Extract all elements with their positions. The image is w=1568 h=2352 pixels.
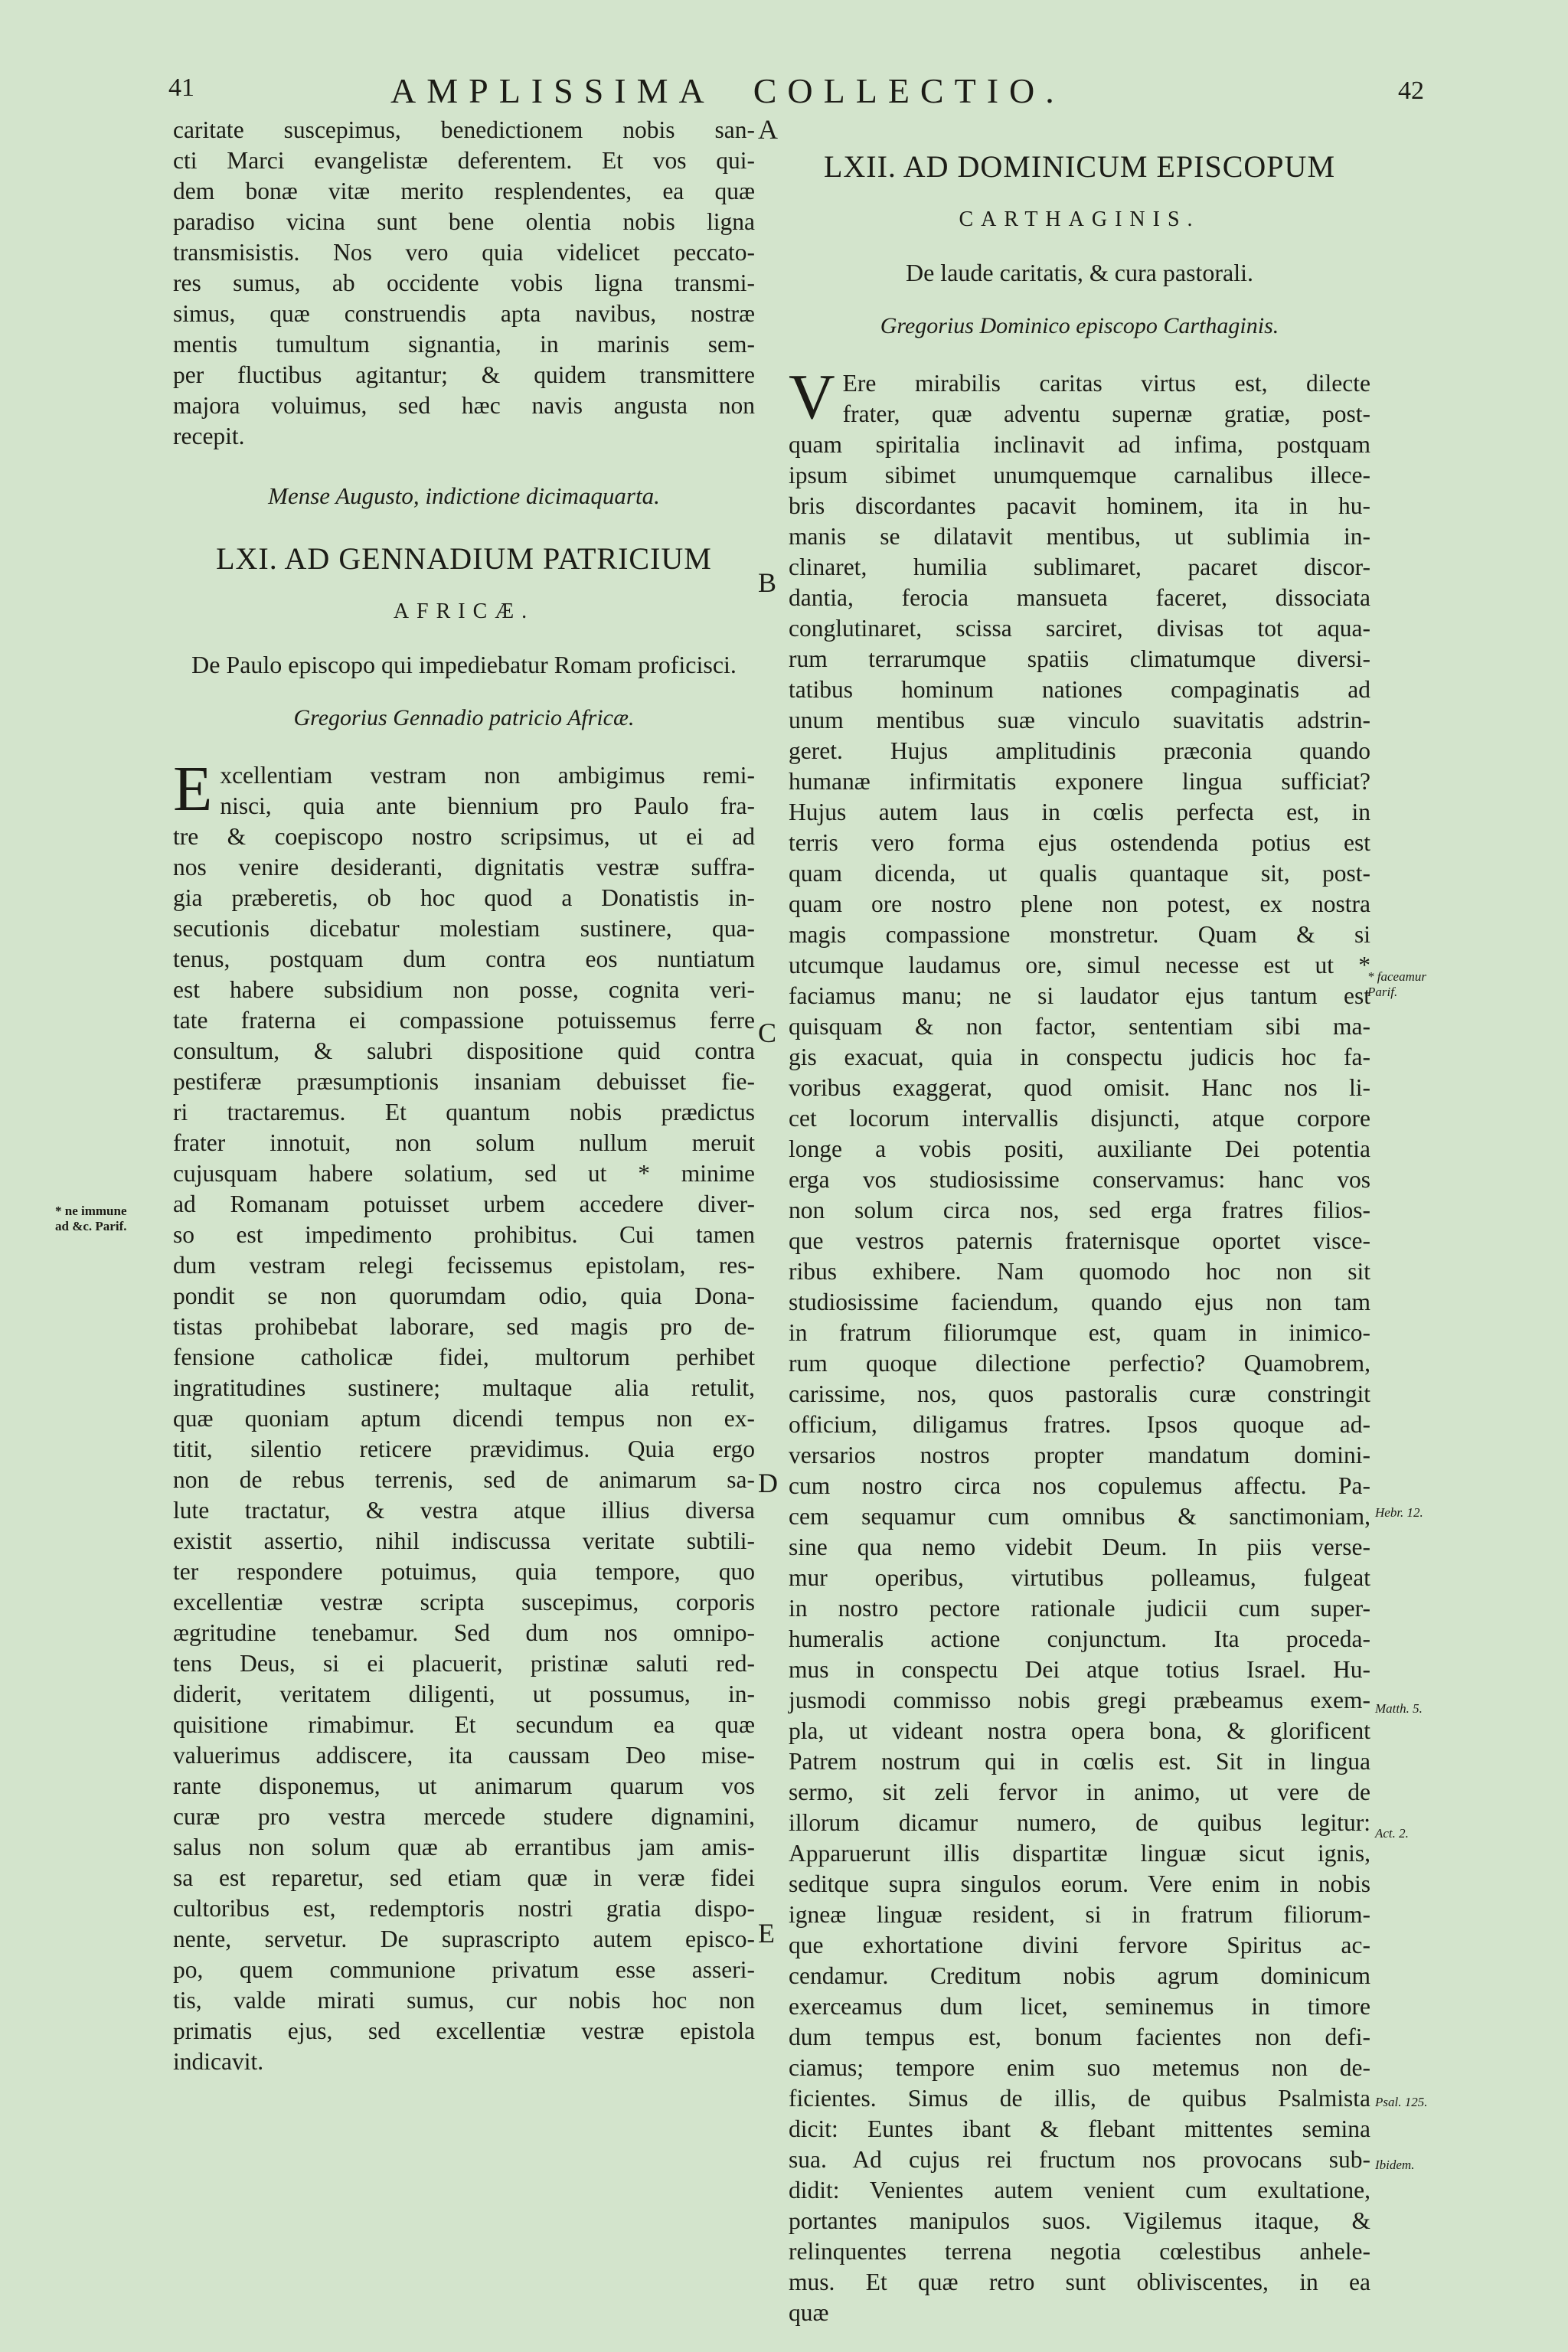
text-line: mus. Et quæ retro sunt obliviscentes, in ea: [789, 2269, 1370, 2295]
text-line: fensione catholicæ fidei, multorum perhibet: [173, 1344, 755, 1370]
text-line: dum vestram relegi fecissemus epistolam, res-: [173, 1252, 755, 1279]
text-line: cet locorum intervallis disjuncti, atque corpore: [789, 1105, 1370, 1132]
previous-epistle-ending: [173, 115, 755, 452]
text-line: ingratitudines sustinere; multaque alia retulit,: [173, 1374, 755, 1401]
text-line: non de rebus terrenis, sed de animarum sa-: [173, 1466, 755, 1493]
text-line: pla, ut videant nostra opera bona, & glorificent: [789, 1717, 1370, 1744]
margin-note-right: Hebr. 12.: [1375, 1505, 1423, 1520]
text-line: cendamur. Creditum nobis agrum dominicum: [789, 1962, 1370, 1989]
text-line: recepit.: [173, 423, 245, 449]
text-line: in nostro pectore rationale judicii cum super-: [789, 1595, 1370, 1622]
text-line: valuerimus addiscere, ita caussam Deo mise-: [173, 1742, 755, 1769]
text-line: gis exacuat, quia in conspectu judicis hoc fa-: [789, 1044, 1370, 1070]
margin-note-left: * ne immune ad &c. Parif.: [55, 1204, 127, 1233]
text-line: primatis ejus, sed excellentiæ vestræ epistola: [173, 2017, 755, 2044]
epistle-62-salutation: Gregorius Dominico episcopo Carthaginis.: [880, 313, 1279, 338]
text-line: tistas prohibebat laborare, sed magis pro de-: [173, 1313, 755, 1340]
text-line: tenus, postquam dum contra eos nuntiatum: [173, 946, 755, 972]
epistle-62-topic: De laude caritatis, & cura pastorali.: [905, 259, 1254, 286]
text-line: longe a vobis positi, auxiliante Dei potentia: [789, 1135, 1370, 1162]
running-head-word-2: COLLECTIO.: [753, 71, 1065, 110]
text-line: dum tempus est, bonum facientes non defi-: [789, 2024, 1370, 2050]
text-line: erga vos studiosissime conservamus: hanc vos: [789, 1166, 1370, 1193]
text-line: unum mentibus suæ vinculo suavitatis adstrin-: [789, 707, 1370, 733]
text-line: voribus exaggerat, quod omisit. Hanc nos li-: [789, 1074, 1370, 1101]
text-line: igneæ linguæ resident, si in fratrum filiorum-: [789, 1901, 1370, 1928]
text-line: paradiso vicina sunt bene olentia nobis ligna: [173, 208, 755, 235]
text-line: frater, quæ adventu supernæ gratiæ, post-: [842, 400, 1370, 427]
text-line: lute tractatur, & vestra atque illius diversa: [173, 1497, 755, 1524]
margin-note-right: Act. 2.: [1375, 1826, 1409, 1841]
text-line: tis, valde mirati sumus, cur nobis hoc non: [173, 1987, 755, 2014]
text-line: rum quoque dilectione perfectio? Quamobrem,: [789, 1350, 1370, 1377]
text-line: titit, silentio reticere prævidimus. Quia ergo: [173, 1436, 755, 1462]
text-line: ad Romanam potuisset urbem accedere diver-: [173, 1191, 755, 1217]
epistle-61-subtitle: AFRICÆ.: [393, 599, 535, 623]
text-line: transmisistis. Nos vero quia videlicet peccato-: [173, 239, 755, 266]
text-line: bris discordantes pacavit hominem, ita in hu-: [789, 492, 1370, 519]
text-line: consultum, & salubri dispositione quid contra: [173, 1037, 755, 1064]
text-line: portantes manipulos suos. Vigilemus itaque, &: [789, 2207, 1370, 2234]
text-line: que exhortatione divini fervore Spiritus ac-: [789, 1932, 1370, 1958]
margin-note-right: Matth. 5.: [1375, 1701, 1423, 1716]
text-line: rum terrarumque spatiis climatumque diversi-: [789, 645, 1370, 672]
text-line: humeralis actione conjunctum. Ita proceda-: [789, 1625, 1370, 1652]
drop-cap: E: [173, 753, 213, 825]
page-number-left: 41: [168, 74, 194, 102]
text-line: clinaret, humilia sublimaret, pacaret discor-: [789, 554, 1370, 580]
text-line: excellentiæ vestræ scripta suscepimus, corporis: [173, 1589, 755, 1615]
text-line: versarios nostros propter mandatum domini-: [789, 1442, 1370, 1468]
text-line: seditque supra singulos eorum. Vere enim in nobis: [789, 1870, 1370, 1897]
text-line: mus in conspectu Dei atque totius Israel. Hu-: [789, 1656, 1370, 1683]
text-line: quisquam & non factor, sententiam sibi ma-: [789, 1013, 1370, 1040]
text-line: jusmodi commisso nobis gregi præbeamus exem-: [789, 1687, 1370, 1713]
text-line: tate fraterna ei compassione potuissemus ferre: [173, 1007, 755, 1034]
text-line: secutionis dicebatur molestiam sustinere, qua-: [173, 915, 755, 942]
text-line: geret. Hujus amplitudinis præconia quando: [789, 737, 1370, 764]
right-column: [789, 115, 1370, 2328]
text-line: tens Deus, si ei placuerit, pristinæ saluti red-: [173, 1650, 755, 1677]
text-line: ipsum sibimet unumquemque carnalibus illece-: [789, 462, 1370, 488]
epistle-61-title: LXI. AD GENNADIUM PATRICIUM: [216, 541, 712, 576]
text-line: cultoribus est, redemptoris nostri gratia dispo-: [173, 1895, 755, 1922]
text-line: est habere subsidium non posse, cognita veri-: [173, 976, 755, 1003]
text-line: curæ pro vestra mercede studere dignamini,: [173, 1803, 755, 1830]
running-head-word-1: AMPLISSIMA: [390, 71, 715, 110]
text-line: ribus exhibere. Nam quomodo hoc non sit: [789, 1258, 1370, 1285]
epistle-61-body: [173, 753, 755, 2077]
text-line: dantia, ferocia mansueta faceret, dissociata: [789, 584, 1370, 611]
text-line: diderit, veritatem diligenti, ut possumus, in-: [173, 1681, 755, 1707]
text-line: dicit: Euntes ibant & flebant mittentes semina: [789, 2115, 1370, 2142]
text-line: majora voluimus, sed hæc navis angusta non: [173, 392, 755, 419]
text-line: nos venire desideranti, dignitatis vestræ suffra-: [173, 854, 755, 880]
text-line: Apparuerunt illis dispartitæ linguæ sicut ignis,: [789, 1840, 1370, 1867]
epistle-61-salutation: Gregorius Gennadio patricio Africæ.: [293, 705, 635, 730]
text-line: so est impedimento prohibitus. Cui tamen: [173, 1221, 755, 1248]
text-line: res sumus, ab occidente vobis ligna transmi-: [173, 270, 755, 296]
text-line: caritate suscepimus, benedictionem nobis san-: [173, 116, 755, 143]
text-line: terris vero forma ejus ostendenda potius est: [789, 829, 1370, 856]
text-line: studiosissime faciendum, quando ejus non tam: [789, 1289, 1370, 1315]
epistle-62-body: [789, 361, 1370, 2328]
running-head-title: [390, 70, 1065, 111]
text-line: cum nostro circa nos copulemus affectu. Pa-: [789, 1472, 1370, 1499]
text-line: indicavit.: [173, 2048, 264, 2075]
text-line: sa est reparetur, sed etiam quæ in veræ fidei: [173, 1864, 755, 1891]
text-line: frater innotuit, non solum nullum meruit: [173, 1129, 755, 1156]
section-letter: E: [758, 1918, 775, 1949]
text-line: in fratrum filiorumque est, quam in inimico-: [789, 1319, 1370, 1346]
text-line: cti Marci evangelistæ deferentem. Et vos qui-: [173, 147, 755, 174]
text-line: nente, servetur. De suprascripto autem episco-: [173, 1926, 755, 1952]
section-letter: B: [758, 567, 777, 598]
margin-note-right: Psal. 125.: [1375, 2095, 1428, 2109]
text-line: rante disponemus, ut animarum quarum vos: [173, 1772, 755, 1799]
margin-note-right: Ibidem.: [1375, 2158, 1415, 2172]
epistle-61-topic: De Paulo episcopo qui impediebatur Romam proficisci.: [191, 651, 737, 678]
text-line: quam spiritalia inclinavit ad infima, postquam: [789, 431, 1370, 458]
dateline: Mense Augusto, indictione dicimaquarta.: [268, 482, 660, 509]
text-line: Patrem nostrum qui in cœlis est. Sit in lingua: [789, 1748, 1370, 1775]
section-letter: D: [758, 1468, 778, 1498]
text-line: per fluctibus agitantur; & quidem transmittere: [173, 361, 755, 388]
text-line: didit: Venientes autem venient cum exultatione,: [789, 2177, 1370, 2203]
text-line: dem bonæ vitæ merito resplendentes, ea quæ: [173, 178, 755, 204]
text-line: ciamus; tempore enim suo metemus non de-: [789, 2054, 1370, 2081]
text-line: quam ore nostro plene non potest, ex nostra: [789, 890, 1370, 917]
text-line: salus non solum quæ ab errantibus jam amis-: [173, 1834, 755, 1860]
text-line: xcellentiam vestram non ambigimus remi-: [220, 762, 755, 789]
text-line: cujusquam habere solatium, sed ut * minime: [173, 1160, 755, 1187]
text-line: quæ quoniam aptum dicendi tempus non ex-: [173, 1405, 755, 1432]
text-line: ficientes. Simus de illis, de quibus Psalmista: [789, 2085, 1370, 2112]
text-line: po, quem communione privatum esse asseri-: [173, 1956, 755, 1983]
text-line: sine qua nemo videbit Deum. In piis verse-: [789, 1534, 1370, 1560]
text-line: tatibus hominum nationes compaginatis ad: [789, 676, 1370, 703]
text-line: existit assertio, nihil indiscussa veritate subtili-: [173, 1527, 755, 1554]
text-line: mur operibus, virtutibus polleamus, fulgeat: [789, 1564, 1370, 1591]
text-line: sua. Ad cujus rei fructum nos provocans sub-: [789, 2146, 1370, 2173]
text-line: relinquentes terrena negotia cœlestibus anhele-: [789, 2238, 1370, 2265]
left-column: [173, 115, 755, 2077]
text-line: nisci, quia ante biennium pro Paulo fra-: [220, 792, 755, 819]
section-letter: A: [758, 114, 778, 145]
text-line: que vestros paternis fraternisque oportet visce-: [789, 1227, 1370, 1254]
drop-cap: V: [789, 361, 835, 433]
text-line: pestiferæ præsumptionis insaniam debuisset fie-: [173, 1068, 755, 1095]
page-number-right: 42: [1398, 77, 1424, 105]
text-line: tre & coepiscopo nostro scripsimus, ut ei ad: [173, 823, 755, 850]
text-line: exerceamus dum licet, seminemus in timore: [789, 1993, 1370, 2020]
epistle-62-title: LXII. AD DOMINICUM EPISCOPUM: [823, 149, 1336, 184]
text-line: utcumque laudamus ore, simul necesse est ut *: [789, 952, 1370, 978]
text-line: ægritudine tenebamur. Sed dum nos omnipo-: [173, 1619, 755, 1646]
epistle-62-subtitle: CARTHAGINIS.: [959, 207, 1200, 231]
text-line: Hujus autem laus in cœlis perfecta est, in: [789, 799, 1370, 825]
text-line: Ere mirabilis caritas virtus est, dilecte: [842, 370, 1370, 397]
text-line: cem sequamur cum omnibus & sanctimoniam,: [789, 1503, 1370, 1530]
text-line: ter respondere potuimus, quia tempore, quo: [173, 1558, 755, 1585]
text-line: magis compassione monstretur. Quam & si: [789, 921, 1370, 948]
text-line: quæ: [789, 2299, 829, 2326]
margin-note-right: * faceamur Parif.: [1367, 969, 1426, 999]
text-line: non solum circa nos, sed erga fratres filios-: [789, 1197, 1370, 1223]
text-line: quam dicenda, ut qualis quantaque sit, post-: [789, 860, 1370, 887]
text-line: manis se dilatavit mentibus, ut sublimia in-: [789, 523, 1370, 550]
text-line: quisitione rimabimur. Et secundum ea quæ: [173, 1711, 755, 1738]
running-head: [168, 70, 1424, 116]
text-line: humanæ infirmitatis exponere lingua sufficiat?: [789, 768, 1370, 795]
text-line: conglutinaret, scissa sarciret, divisas tot aqua-: [789, 615, 1370, 642]
text-line: faciamus manu; ne si laudator ejus tantum est: [789, 982, 1370, 1009]
text-line: mentis tumultum signantia, in marinis sem-: [173, 331, 755, 358]
text-line: sermo, sit zeli fervor in animo, ut vere de: [789, 1779, 1370, 1805]
text-line: gia præberetis, ob hoc quod a Donatistis in-: [173, 884, 755, 911]
text-line: ri tractaremus. Et quantum nobis prædictus: [173, 1099, 755, 1125]
text-line: simus, quæ construendis apta navibus, nostræ: [173, 300, 755, 327]
text-line: officium, diligamus fratres. Ipsos quoque ad-: [789, 1411, 1370, 1438]
text-line: illorum dicamur numero, de quibus legitur:: [789, 1809, 1370, 1836]
text-line: pondit se non quorumdam odio, quia Dona-: [173, 1282, 755, 1309]
section-letter: C: [758, 1018, 777, 1048]
text-line: carissime, nos, quos pastoralis curæ constringit: [789, 1380, 1370, 1407]
